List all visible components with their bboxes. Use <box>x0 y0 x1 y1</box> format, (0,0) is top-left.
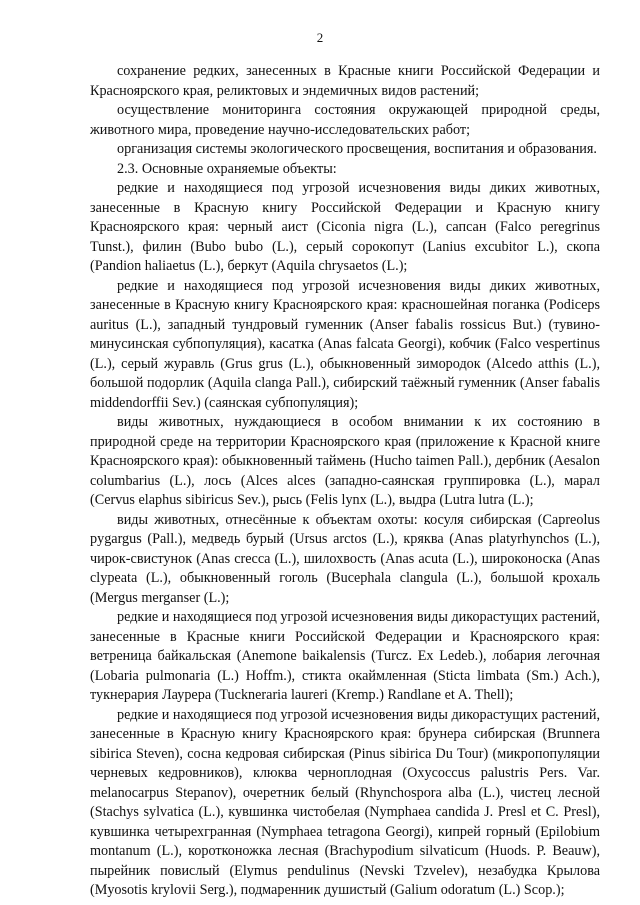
paragraph-rare-plants-regional: редкие и находящиеся под угрозой исчезновения виды дикорастущих растений, занесенные в Красную книгу Красноярского края: брунера сибирская (Brunnera sibirica Steven), сосна кедровая сибирская (Pinus sibirica Du Tour) (микропопуляции черневых кедровников), клюква черноплодная (Oxycoccus palustris Pers. Var. melanocarpus Stepanov), очеретник белый (Rhynchospora alba (L.), чистец лесной (Stachys sylvatica (L.), кувшинка чистобелая (Nymphaea candida J. Presl et C. Presl), кувшинка четырехгранная (Nymphaea tetragona Georgi), кипрей горный (Epilobium montanum (L.), коротконожка лесная (Brachypodium silvaticum (Huods. P. Beauw), пырейник повислый (Elymus pendulinus (Nevski Tzvelev), незабудка Крылова (Myosotis krylovii Serg.), подмаренник душистый (Galium odoratum (L.) Scop.); <box>90 706 600 898</box>
paragraph-hunting-animals: виды животных, отнесённые к объектам охоты: косуля сибирская (Capreolus pygargus (Pall.), медведь бурый (Ursus arctos (L.), кряква (Anas platyrhynchos (L.), чирок-свистунок (Anas crecca (L.), шилохвость (Anas acuta (L.), широконоска (Anas clypeata (L.), обыкновенный гоголь (Bucephala clangula (L.), большой крохаль (Mergus merganser (L.); <box>90 511 600 606</box>
document-body <box>90 62 600 901</box>
paragraph-animals-special-attention: виды животных, нуждающиеся в особом внимании к их состоянию в природной среде на территории Красноярского края (приложение к Красной книге Красноярского края): обыкновенный таймень (Hucho taimen Pall.), дербник (Aesalon columbarius (L.), лось (Alces alces (западно-саянская группировка (L.), марал (Cervus elaphus sibiricus Sev.), рысь (Felis lynx (L.), выдра (Lutra lutra (L.); <box>90 414 600 508</box>
section-heading-protected-objects: 2.3. Основные охраняемые объекты: <box>117 160 337 177</box>
paragraph-rare-plants-federal: редкие и находящиеся под угрозой исчезновения виды дикорастущих растений, занесенные в Красные книги Российской Федерации и Красноярского края: ветреница байкальская (Anemone baikalensis (Turcz. Ex Ledeb.), лобария легочная (Lobaria pulmonaria (L.) Hoffm.), стикта окаймленная (Sticta limbata (Sm.) Ach.), тукнерария Лаурера (Tuckneraria laureri (Kremp.) Randlane et A. Thell); <box>90 609 600 703</box>
paragraph-ecological-education: организация системы экологического просвещения, воспитания и образования. <box>117 141 597 157</box>
paragraph-rare-animals-regional: редкие и находящиеся под угрозой исчезновения виды диких животных, занесенные в Красную книгу Красноярского края: красношейная поганка (Podiceps auritus (L.), западный тундровый гуменник (Anser fabalis rossicus But.) (тувино-минусинская субпопуляция), касатка (Anas falcata Georgi), кобчик (Falco vespertinus (L.), серый журавль (Grus grus (L.), обыкновенный зимородок (Alcedo atthis (L.), большой подорлик (Aquila clanga Pall.), сибирский таёжный гуменник (Anser fabalis middendorffii Sev.) (саянская субпопуляция); <box>90 277 600 411</box>
paragraph-rare-plants-preservation: сохранение редких, занесенных в Красные книги Российской Федерации и Красноярского края, реликтовых и эндемичных видов растений; <box>90 63 600 99</box>
page-number: 2 <box>316 30 324 45</box>
paragraph-monitoring: осуществление мониторинга состояния окружающей природной среды, животного мира, проведение научно-исследовательских работ; <box>90 102 600 138</box>
paragraph-rare-animals-federal: редкие и находящиеся под угрозой исчезновения виды диких животных, занесенные в Красную книгу Российской Федерации и Красную книгу Красноярского края: черный аист (Ciconia nigra (L.), сапсан (Falco peregrinus Tunst.), филин (Bubo bubo (L.), серый сорокопут (Lanius excubitor L.), скопа (Pandion haliaetus (L.), беркут (Aquila chrysaetos (L.); <box>90 180 600 274</box>
